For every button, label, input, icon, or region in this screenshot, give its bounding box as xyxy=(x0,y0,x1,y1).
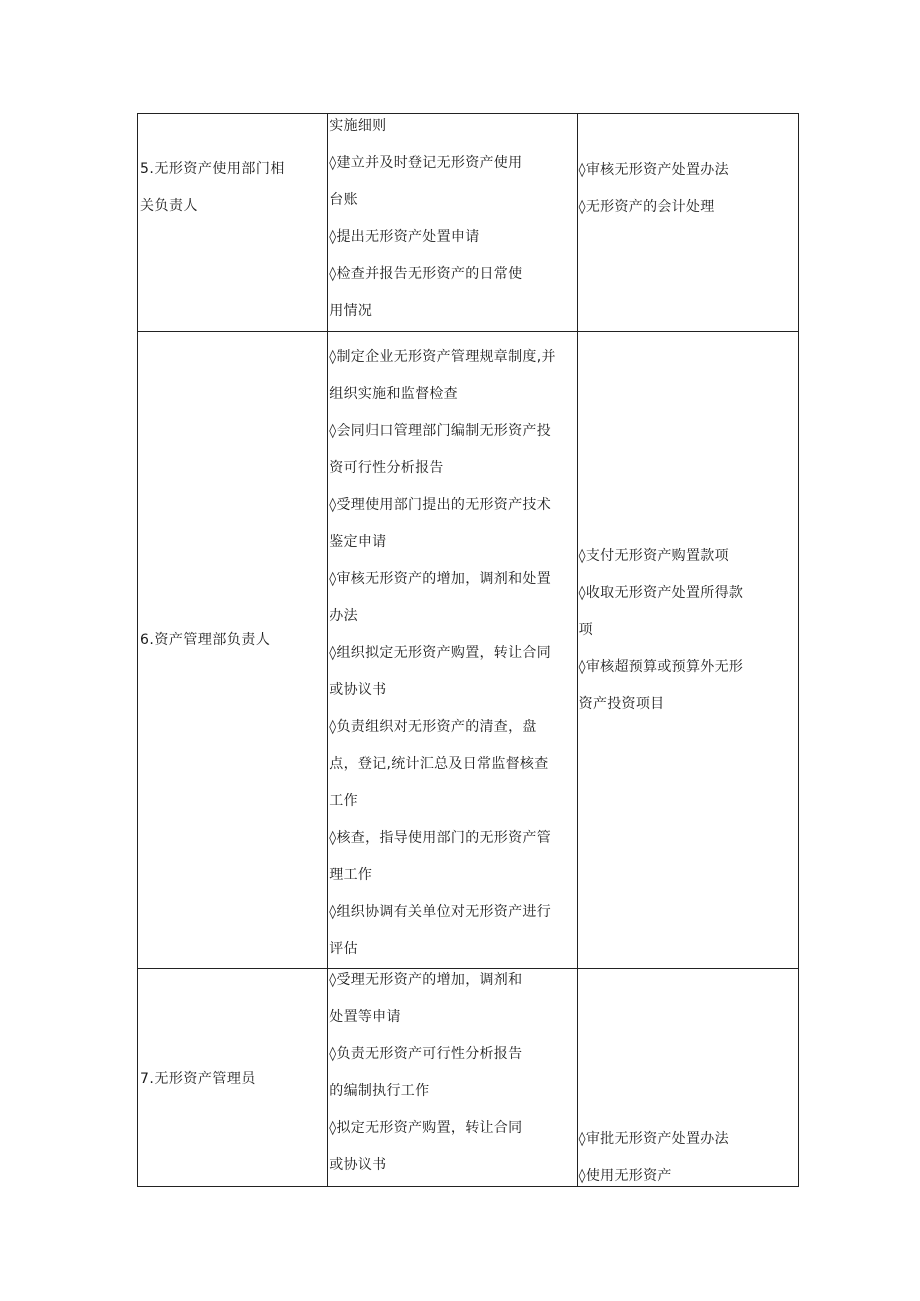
role-label xyxy=(140,622,325,659)
authority-cell xyxy=(577,332,798,969)
authority-line: ◊支付无形资产购置款项 xyxy=(578,548,729,564)
duty-line: ◊组织协调有关单位对无形资产进行 xyxy=(329,904,551,920)
responsibility-table xyxy=(137,113,799,1187)
authority-cell xyxy=(577,969,798,1187)
duty-line: ◊提出无形资产处置申请 xyxy=(329,229,480,245)
duty-line: 理工作 xyxy=(329,867,373,883)
duty-line: 实施细则 xyxy=(329,118,387,134)
duties-cell xyxy=(328,969,577,1187)
duty-line: 资可行性分析报告 xyxy=(329,460,444,476)
duty-line: ◊建立并及时登记无形资产使用 xyxy=(329,155,523,171)
duty-line: 鉴定申请 xyxy=(329,534,387,550)
duty-line: ◊检查并报告无形资产的日常使 xyxy=(329,266,523,282)
duties-cell xyxy=(328,114,577,332)
duty-line: ◊受理使用部门提出的无形资产技术 xyxy=(329,497,551,513)
role-label xyxy=(140,151,325,225)
duty-line: 办法 xyxy=(329,608,358,624)
role-line: 关负责人 xyxy=(140,198,198,214)
role-cell xyxy=(138,969,328,1187)
duties-cell xyxy=(328,332,577,969)
table-row-5 xyxy=(138,114,799,332)
duty-line: ◊会同归口管理部门编制无形资产投 xyxy=(329,423,551,439)
table-row-6 xyxy=(138,332,799,969)
authority-line: ◊使用无形资产 xyxy=(578,1168,672,1184)
authority-line: 资产投资项目 xyxy=(578,696,665,712)
duty-line: 的编制执行工作 xyxy=(329,1083,430,1099)
role-line: 7.无形资产管理员 xyxy=(140,1071,256,1087)
duty-line: ◊核查，指导使用部门的无形资产管 xyxy=(329,830,551,846)
authority-line: ◊审核超预算或预算外无形 xyxy=(578,659,744,675)
role-label xyxy=(140,1061,325,1098)
duty-line: 或协议书 xyxy=(329,682,387,698)
duty-line: ◊制定企业无形资产管理规章制度,并 xyxy=(329,349,556,365)
duty-line: 用情况 xyxy=(329,303,373,319)
authority-line: ◊收取无形资产处置所得款 xyxy=(578,585,744,601)
duty-line: ◊拟定无形资产购置，转让合同 xyxy=(329,1120,523,1136)
role-cell xyxy=(138,332,328,969)
authority-line: ◊无形资产的会计处理 xyxy=(578,199,715,215)
duty-line: 工作 xyxy=(329,793,358,809)
table-row-7 xyxy=(138,969,799,1187)
authority-line: ◊审核无形资产处置办法 xyxy=(578,162,729,178)
duty-line: 处置等申请 xyxy=(329,1009,401,1025)
role-cell xyxy=(138,114,328,332)
duty-line: 台账 xyxy=(329,192,358,208)
role-line: 6.资产管理部负责人 xyxy=(140,632,271,648)
duty-line: 点，登记,统计汇总及日常监督核查 xyxy=(329,756,549,772)
duty-line: ◊审核无形资产的增加，调剂和处置 xyxy=(329,571,551,587)
role-line: 5.无形资产使用部门相 xyxy=(140,161,285,177)
authority-line: ◊审批无形资产处置办法 xyxy=(578,1131,729,1147)
duty-line: ◊组织拟定无形资产购置，转让合同 xyxy=(329,645,551,661)
duty-line: ◊受理无形资产的增加，调剂和 xyxy=(329,972,523,988)
duty-line: 评估 xyxy=(329,941,358,957)
authority-line: 项 xyxy=(578,622,593,638)
authority-cell xyxy=(577,114,798,332)
duty-line: ◊负责组织对无形资产的清查，盘 xyxy=(329,719,537,735)
duty-line: 或协议书 xyxy=(329,1157,387,1173)
duty-line: 组织实施和监督检查 xyxy=(329,386,458,402)
duty-line: ◊负责无形资产可行性分析报告 xyxy=(329,1046,523,1062)
